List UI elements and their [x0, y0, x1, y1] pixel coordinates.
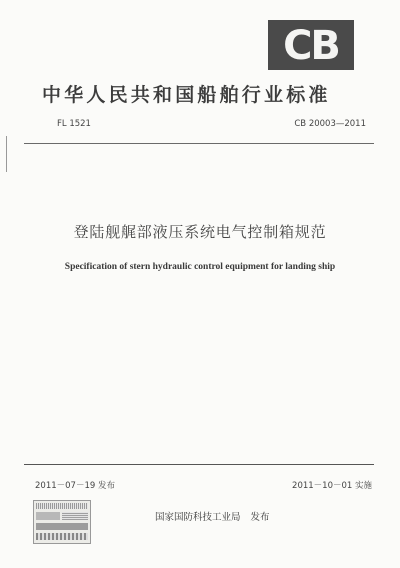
- publisher-action: 发布: [250, 512, 270, 523]
- issuing-authority-title: 中华人民共和国船舶行业标准: [42, 84, 331, 106]
- svg-text:CB: CB: [283, 23, 339, 69]
- issue-date: 2011－07－19 发布: [35, 481, 115, 491]
- publisher: [155, 509, 270, 523]
- scan-artifact-line: [6, 136, 7, 172]
- cb-logo-icon: [268, 20, 354, 70]
- implementation-date: 2011－10－01 实施: [292, 481, 372, 491]
- ics-code: FL 1521: [57, 119, 91, 129]
- standard-title-chinese: 登陆舰艉部液压系统电气控制箱规范: [73, 223, 327, 241]
- anti-counterfeit-label: [33, 500, 91, 544]
- top-divider: [24, 143, 374, 144]
- publisher-name: 国家国防科技工业局: [155, 512, 241, 523]
- standard-number: CB 20003—2011: [294, 119, 366, 129]
- bottom-divider: [24, 464, 374, 465]
- standard-title-english: Specification of stern hydraulic control equipment for landing ship: [64, 262, 336, 272]
